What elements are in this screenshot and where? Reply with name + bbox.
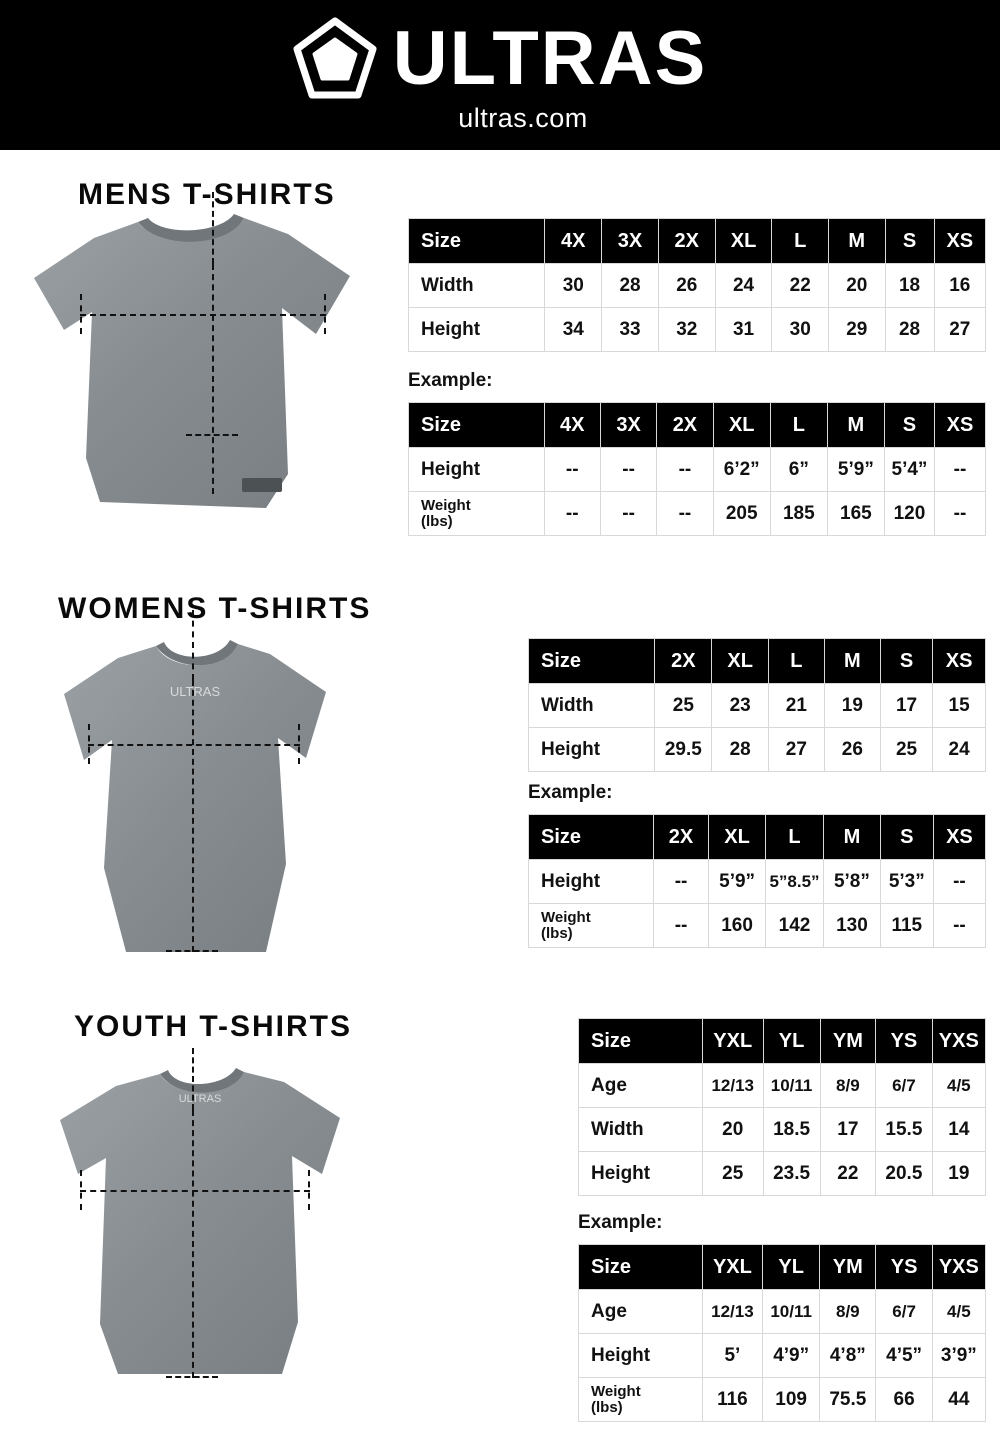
cell: 4’5” xyxy=(876,1334,932,1378)
cell: -- xyxy=(600,448,656,492)
cell: 26 xyxy=(824,728,880,772)
col-header: YL xyxy=(763,1245,820,1290)
col-header: M xyxy=(827,403,884,448)
cell: 5”8.5” xyxy=(765,860,823,904)
brand-row xyxy=(293,17,708,101)
cell: 20 xyxy=(829,264,886,308)
cell: 4’8” xyxy=(820,1334,876,1378)
cell: -- xyxy=(653,904,708,948)
table-header-row xyxy=(529,639,986,684)
table-row xyxy=(579,1334,986,1378)
cell: 115 xyxy=(880,904,933,948)
brand-name: ULTRAS xyxy=(392,15,708,101)
cell: 160 xyxy=(709,904,766,948)
col-header: Size xyxy=(409,219,545,264)
cell: 29.5 xyxy=(655,728,712,772)
cell: 5’9” xyxy=(709,860,766,904)
cell: 25 xyxy=(702,1152,763,1196)
col-header: YS xyxy=(876,1245,932,1290)
row-label-line2: (lbs) xyxy=(541,924,573,942)
cell: -- xyxy=(934,448,985,492)
cell: 5’4” xyxy=(885,448,935,492)
col-header: S xyxy=(880,639,932,684)
cell: 25 xyxy=(880,728,932,772)
cell: 10/11 xyxy=(763,1290,820,1334)
row-label: Height xyxy=(579,1152,703,1196)
cell: 19 xyxy=(932,1152,985,1196)
row-label-line1: Weight xyxy=(541,908,591,926)
brand-website: ultras.com xyxy=(458,102,588,133)
cell: 6/7 xyxy=(876,1064,932,1108)
row-label: Width xyxy=(529,684,655,728)
height-guide-bottom-tick xyxy=(166,950,218,952)
cell: -- xyxy=(653,860,708,904)
col-header: Size xyxy=(529,815,654,860)
cell: 205 xyxy=(713,492,770,536)
width-guide-left-tick xyxy=(80,294,82,334)
cell: 5’9” xyxy=(827,448,884,492)
col-header: 4X xyxy=(544,403,600,448)
table-row xyxy=(529,904,986,948)
cell: 185 xyxy=(770,492,827,536)
height-guide xyxy=(192,1110,194,1378)
cell: 18 xyxy=(885,264,934,308)
col-header: S xyxy=(885,403,935,448)
col-header: L xyxy=(772,219,829,264)
cell: 3’9” xyxy=(932,1334,985,1378)
mens-example-table xyxy=(408,402,986,536)
width-guide xyxy=(80,1190,310,1192)
cell: 27 xyxy=(768,728,824,772)
table-header-row xyxy=(579,1245,986,1290)
row-label xyxy=(579,1378,703,1422)
example-label-youth: Example: xyxy=(578,1212,663,1233)
cell: -- xyxy=(934,492,985,536)
col-header: YM xyxy=(820,1019,876,1064)
col-header: Size xyxy=(579,1019,703,1064)
table-row xyxy=(579,1108,986,1152)
col-header: XS xyxy=(933,639,986,684)
cell: -- xyxy=(544,492,600,536)
cell: 18.5 xyxy=(763,1108,820,1152)
col-header: XS xyxy=(934,219,985,264)
col-header: 4X xyxy=(545,219,602,264)
table-header-row xyxy=(529,815,986,860)
cell: -- xyxy=(657,448,713,492)
width-guide-right-tick xyxy=(298,724,300,764)
cell: 116 xyxy=(702,1378,763,1422)
col-header: Size xyxy=(409,403,545,448)
cell: 130 xyxy=(824,904,881,948)
width-guide xyxy=(88,744,300,746)
cell: 12/13 xyxy=(702,1064,763,1108)
cell: 109 xyxy=(763,1378,820,1422)
table-header-row xyxy=(409,403,986,448)
col-header: M xyxy=(829,219,886,264)
height-guide xyxy=(212,264,214,494)
height-guide-bottom-tick xyxy=(166,1376,218,1378)
section-womens xyxy=(0,580,1000,1000)
table-row xyxy=(409,308,986,352)
row-label-line1: Weight xyxy=(421,496,471,514)
col-header: 3X xyxy=(600,403,656,448)
row-label: Age xyxy=(579,1290,703,1334)
cell: 14 xyxy=(932,1108,985,1152)
center-guide-top xyxy=(212,192,214,264)
cell: 28 xyxy=(712,728,768,772)
col-header: YS xyxy=(876,1019,932,1064)
cell: 31 xyxy=(715,308,772,352)
col-header: S xyxy=(880,815,933,860)
col-header: XL xyxy=(713,403,770,448)
cell: 142 xyxy=(765,904,823,948)
cell: -- xyxy=(657,492,713,536)
width-guide-left-tick xyxy=(88,724,90,764)
cell: 66 xyxy=(876,1378,932,1422)
cell: 120 xyxy=(885,492,935,536)
cell: 15 xyxy=(933,684,986,728)
row-label: Height xyxy=(529,860,654,904)
section-title-youth: YOUTH T-SHIRTS xyxy=(74,1010,353,1043)
col-header: Size xyxy=(579,1245,703,1290)
cell: 30 xyxy=(545,264,602,308)
cell: 4’9” xyxy=(763,1334,820,1378)
cell: 24 xyxy=(715,264,772,308)
width-guide-left-tick xyxy=(80,1170,82,1210)
cell: 17 xyxy=(820,1108,876,1152)
cell: 20 xyxy=(702,1108,763,1152)
col-header: YXS xyxy=(932,1019,985,1064)
cell: 19 xyxy=(824,684,880,728)
cell: 10/11 xyxy=(763,1064,820,1108)
cell: 4/5 xyxy=(932,1064,985,1108)
cell: 8/9 xyxy=(820,1064,876,1108)
section-title-mens: MENS T-SHIRTS xyxy=(78,178,336,211)
col-header: M xyxy=(824,639,880,684)
row-label xyxy=(529,904,654,948)
example-label-womens: Example: xyxy=(528,782,613,803)
table-row xyxy=(579,1378,986,1422)
cell: 17 xyxy=(880,684,932,728)
width-guide-right-tick xyxy=(308,1170,310,1210)
svg-text:ULTRAS: ULTRAS xyxy=(178,1093,222,1105)
section-title-womens: WOMENS T-SHIRTS xyxy=(58,592,372,625)
col-header: L xyxy=(768,639,824,684)
row-label xyxy=(409,492,545,536)
cell: -- xyxy=(544,448,600,492)
cell: 21 xyxy=(768,684,824,728)
width-guide-right-tick xyxy=(324,294,326,334)
row-label: Width xyxy=(409,264,545,308)
row-label-line2: (lbs) xyxy=(591,1398,623,1416)
table-row xyxy=(409,448,986,492)
cell: 5’8” xyxy=(824,860,881,904)
col-header: L xyxy=(770,403,827,448)
cell: 15.5 xyxy=(876,1108,932,1152)
table-row xyxy=(579,1290,986,1334)
cell: 27 xyxy=(934,308,985,352)
col-header: 2X xyxy=(653,815,708,860)
cell: 25 xyxy=(655,684,712,728)
womens-size-table xyxy=(528,638,986,772)
cell: 32 xyxy=(658,308,715,352)
cell: 23.5 xyxy=(763,1152,820,1196)
col-header: XS xyxy=(934,403,985,448)
womens-tshirt-illustration xyxy=(30,632,360,972)
cell: 33 xyxy=(602,308,659,352)
width-guide xyxy=(80,314,326,316)
cell: -- xyxy=(600,492,656,536)
brand-block xyxy=(0,0,1000,150)
table-row xyxy=(579,1152,986,1196)
row-label: Height xyxy=(579,1334,703,1378)
cell: 5’ xyxy=(702,1334,763,1378)
youth-example-table xyxy=(578,1244,986,1422)
col-header: XL xyxy=(709,815,766,860)
table-row xyxy=(529,684,986,728)
row-label: Height xyxy=(409,448,545,492)
section-mens xyxy=(0,150,1000,580)
cell: 6” xyxy=(770,448,827,492)
cell: 28 xyxy=(602,264,659,308)
col-header: Size xyxy=(529,639,655,684)
col-header: YXL xyxy=(702,1019,763,1064)
youth-tshirt-illustration xyxy=(40,1062,360,1412)
cell: 5’3” xyxy=(880,860,933,904)
cell: 29 xyxy=(829,308,886,352)
col-header: 2X xyxy=(658,219,715,264)
mens-tshirt-illustration xyxy=(20,208,370,538)
col-header: YXL xyxy=(702,1245,763,1290)
col-header: XS xyxy=(933,815,985,860)
cell: 6’2” xyxy=(713,448,770,492)
cell: 22 xyxy=(820,1152,876,1196)
table-row xyxy=(529,860,986,904)
cell: 26 xyxy=(658,264,715,308)
row-label: Width xyxy=(579,1108,703,1152)
col-header: YM xyxy=(820,1245,876,1290)
center-guide-top xyxy=(192,1048,194,1110)
table-row xyxy=(529,728,986,772)
col-header: M xyxy=(824,815,881,860)
col-header: XL xyxy=(712,639,768,684)
table-header-row xyxy=(409,219,986,264)
page-header xyxy=(0,0,1000,150)
table-row xyxy=(409,264,986,308)
center-guide-top xyxy=(192,610,194,680)
row-label: Height xyxy=(529,728,655,772)
table-row xyxy=(409,492,986,536)
cell: 24 xyxy=(933,728,986,772)
cell: 8/9 xyxy=(820,1290,876,1334)
cell: 20.5 xyxy=(876,1152,932,1196)
youth-size-table xyxy=(578,1018,986,1196)
col-header: L xyxy=(765,815,823,860)
cell: 22 xyxy=(772,264,829,308)
cell: 165 xyxy=(827,492,884,536)
womens-example-table xyxy=(528,814,986,948)
section-youth xyxy=(0,1000,1000,1444)
cell: -- xyxy=(933,904,985,948)
row-label: Age xyxy=(579,1064,703,1108)
col-header: 3X xyxy=(602,219,659,264)
cell: 6/7 xyxy=(876,1290,932,1334)
cell: 44 xyxy=(932,1378,985,1422)
col-header: S xyxy=(885,219,934,264)
col-header: YXS xyxy=(932,1245,985,1290)
col-header: YL xyxy=(763,1019,820,1064)
cell: 34 xyxy=(545,308,602,352)
col-header: XL xyxy=(715,219,772,264)
table-header-row xyxy=(579,1019,986,1064)
cell: 30 xyxy=(772,308,829,352)
cell: 12/13 xyxy=(702,1290,763,1334)
cell: 4/5 xyxy=(932,1290,985,1334)
height-guide-bottom-tick xyxy=(186,434,238,436)
cell: 16 xyxy=(934,264,985,308)
cell: 75.5 xyxy=(820,1378,876,1422)
svg-text:ULTRAS: ULTRAS xyxy=(169,684,221,699)
pentagon-logo-icon xyxy=(293,17,377,101)
cell: 28 xyxy=(885,308,934,352)
height-guide xyxy=(192,680,194,952)
row-label-line2: (lbs) xyxy=(421,512,453,530)
example-label-mens: Example: xyxy=(408,370,493,391)
cell: 23 xyxy=(712,684,768,728)
mens-size-table xyxy=(408,218,986,352)
table-row xyxy=(579,1064,986,1108)
row-label: Height xyxy=(409,308,545,352)
cell: -- xyxy=(933,860,985,904)
row-label-line1: Weight xyxy=(591,1382,641,1400)
col-header: 2X xyxy=(655,639,712,684)
col-header: 2X xyxy=(657,403,713,448)
